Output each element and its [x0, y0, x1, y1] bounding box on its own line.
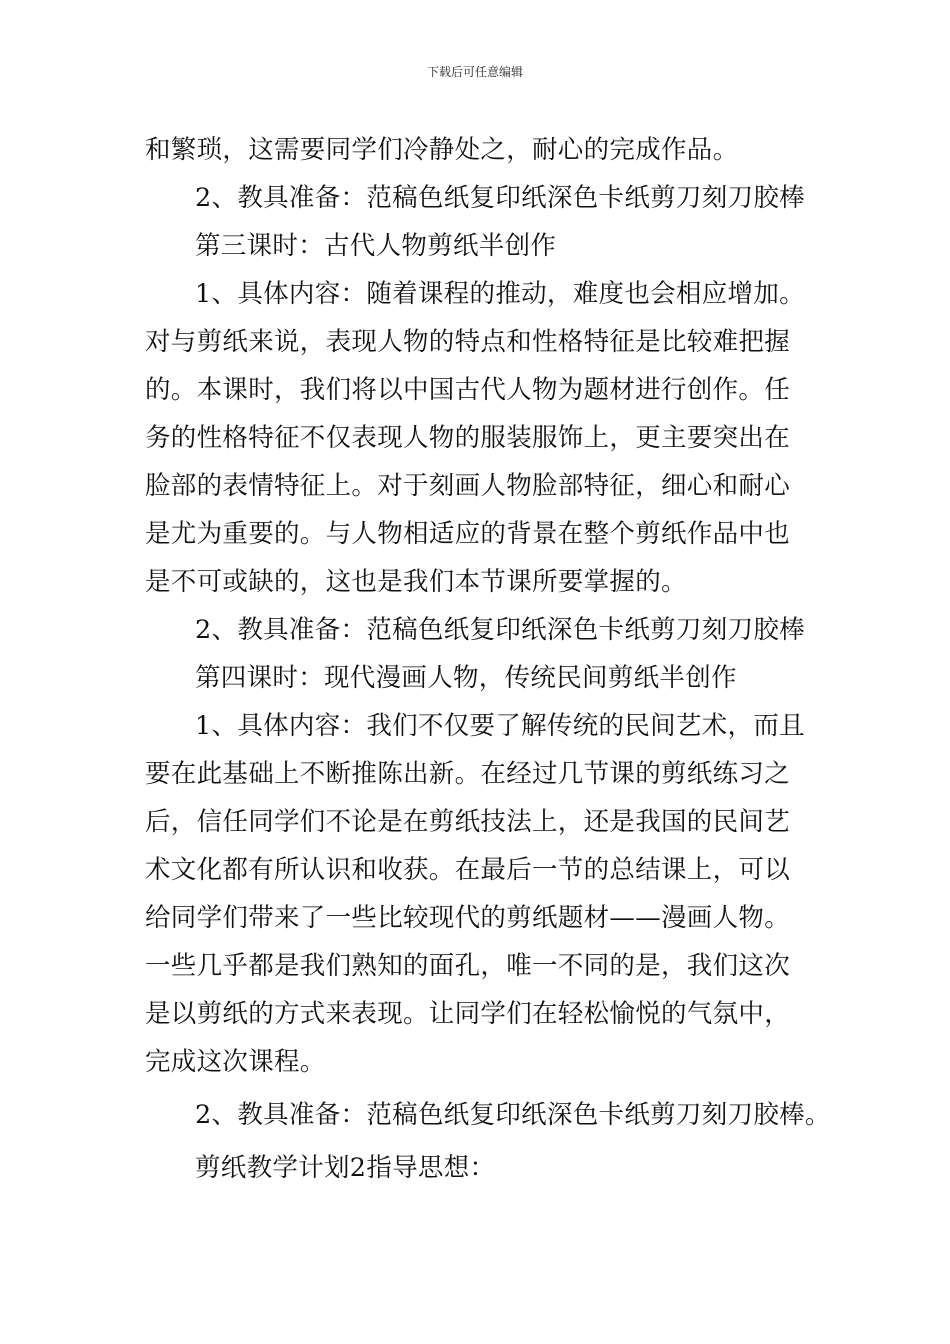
text-line: 2、教具准备：范稿色纸复印纸深色卡纸剪刀刻刀胶棒。 — [195, 1100, 831, 1130]
page-header: 下载后可任意编辑 — [426, 65, 523, 79]
text-line: 是以剪纸的方式来表现。让同学们在轻松愉悦的气氛中， — [145, 999, 791, 1029]
section-heading: 剪纸教学计划2指导思想： — [195, 1153, 496, 1183]
text-line: 2、教具准备：范稿色纸复印纸深色卡纸剪刀刻刀胶棒 — [195, 183, 805, 213]
text-line: 一些几乎都是我们熟知的面孔，唯一不同的是，我们这次 — [145, 951, 791, 981]
text-line: 1、具体内容：我们不仅要了解传统的民间艺术，而且 — [195, 711, 805, 741]
text-line: 和繁琐，这需要同学们冷静处之，耐心的完成作品。 — [145, 135, 739, 165]
text-line: 2、教具准备：范稿色纸复印纸深色卡纸剪刀刻刀胶棒 — [195, 615, 805, 645]
text-line: 务的性格特征不仅表现人物的服装服饰上，更主要突出在 — [145, 423, 791, 453]
text-line: 后，信任同学们不论是在剪纸技法上，还是我国的民间艺 — [145, 807, 791, 837]
text-line: 给同学们带来了一些比较现代的剪纸题材——漫画人物。 — [145, 903, 791, 933]
text-line: 要在此基础上不断推陈出新。在经过几节课的剪纸练习之 — [145, 759, 791, 789]
text-line: 脸部的表情特征上。对于刻画人物脸部特征，细心和耐心 — [145, 471, 791, 501]
text-line: 1、具体内容：随着课程的推动，难度也会相应增加。 — [195, 279, 805, 309]
document-body — [145, 126, 831, 1192]
text-line: 是不可或缺的，这也是我们本节课所要掌握的。 — [145, 567, 687, 597]
text-line: 完成这次课程。 — [145, 1047, 326, 1077]
section-heading: 第四课时：现代漫画人物，传统民间剪纸半创作 — [195, 663, 737, 693]
text-line: 是尤为重要的。与人物相适应的背景在整个剪纸作品中也 — [145, 519, 791, 549]
text-line: 术文化都有所认识和收获。在最后一节的总结课上，可以 — [145, 855, 791, 885]
text-line: 对与剪纸来说，表现人物的特点和性格特征是比较难把握 — [145, 327, 791, 357]
text-line: 的。本课时，我们将以中国古代人物为题材进行创作。任 — [145, 375, 791, 405]
section-heading: 第三课时：古代人物剪纸半创作 — [195, 231, 557, 261]
